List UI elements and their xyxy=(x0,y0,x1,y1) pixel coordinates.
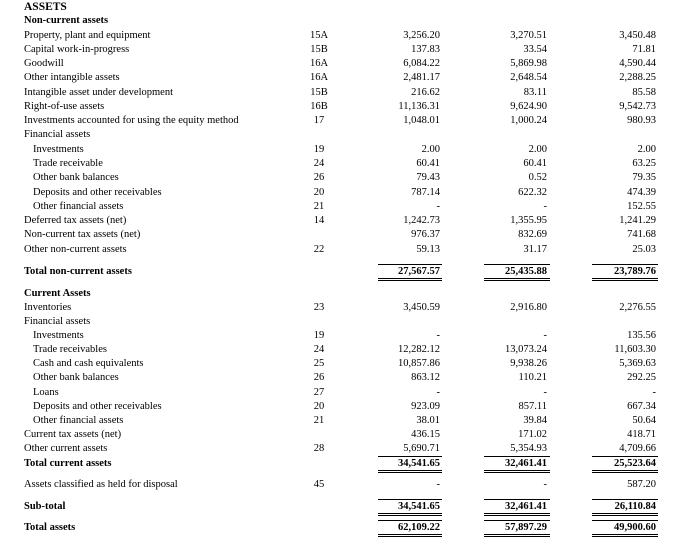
value-col-1: 6,084.22 xyxy=(403,58,440,69)
row-label: Non-current assets xyxy=(24,15,109,26)
row-note: 15B xyxy=(310,87,328,98)
row-label: Other financial assets xyxy=(33,201,124,212)
rule-line xyxy=(484,499,550,500)
value-col-2: 2.00 xyxy=(528,144,547,155)
value-col-1: 10,857.86 xyxy=(398,358,440,369)
rule-line xyxy=(592,264,658,265)
rule-line xyxy=(378,280,442,281)
row-label: Financial assets xyxy=(24,129,91,140)
value-col-2: 39.84 xyxy=(523,415,547,426)
row-note: 21 xyxy=(313,415,325,426)
row-note: 16A xyxy=(309,58,329,69)
rule-line xyxy=(378,278,442,279)
rule-line xyxy=(592,472,658,473)
row-label: Total assets xyxy=(24,522,76,533)
value-col-1: 79.43 xyxy=(416,172,440,183)
table-row xyxy=(0,386,680,400)
table-row xyxy=(0,157,680,171)
rule-line xyxy=(592,536,658,537)
table-row xyxy=(0,521,680,535)
section-heading: ASSETS xyxy=(24,1,67,13)
value-col-1: 863.12 xyxy=(411,372,440,383)
rule-line xyxy=(592,470,658,471)
value-col-3: 587.20 xyxy=(627,479,656,490)
rule-line xyxy=(484,520,550,521)
value-col-2: 857.11 xyxy=(518,401,547,412)
value-col-2: - xyxy=(543,387,547,398)
row-label: Other bank balances xyxy=(33,372,119,383)
value-col-1: 11,136.31 xyxy=(398,101,440,112)
row-note: 20 xyxy=(313,187,325,198)
value-col-1: 59.13 xyxy=(416,244,440,255)
value-col-3: 23,789.76 xyxy=(614,266,656,277)
rule-line xyxy=(592,499,658,500)
value-col-2: 33.54 xyxy=(523,44,547,55)
row-note: 16A xyxy=(309,72,329,83)
rule-line xyxy=(378,264,442,265)
value-col-1: 2,481.17 xyxy=(403,72,440,83)
table-row xyxy=(0,343,680,357)
row-label: Current Assets xyxy=(24,288,91,299)
value-col-3: 292.25 xyxy=(627,372,656,383)
rule-line xyxy=(592,280,658,281)
rule-line xyxy=(378,536,442,537)
value-col-2: 31.17 xyxy=(523,244,547,255)
value-col-3: 4,590.44 xyxy=(619,58,656,69)
value-col-3: 50.64 xyxy=(632,415,656,426)
rule-line xyxy=(484,280,550,281)
value-col-1: 1,048.01 xyxy=(403,115,440,126)
value-col-1: 787.14 xyxy=(411,187,440,198)
row-label: Non-current tax assets (net) xyxy=(24,229,141,240)
rule-line xyxy=(378,470,442,471)
row-note: 15A xyxy=(309,30,329,41)
table-row xyxy=(0,478,680,492)
value-col-2: 60.41 xyxy=(523,158,547,169)
row-label: Trade receivables xyxy=(33,344,107,355)
value-col-3: 49,900.60 xyxy=(614,522,656,533)
row-label: Sub-total xyxy=(24,501,66,512)
value-col-1: 38.01 xyxy=(416,415,440,426)
row-label: Capital work-in-progress xyxy=(24,44,130,55)
table-row xyxy=(0,428,680,442)
rule-line xyxy=(592,534,658,535)
value-col-1: 1,242.73 xyxy=(403,215,440,226)
rule-line xyxy=(484,515,550,516)
row-label: Investments xyxy=(33,144,84,155)
rule-line xyxy=(484,470,550,471)
value-col-3: 79.35 xyxy=(632,172,656,183)
row-note: 22 xyxy=(313,244,325,255)
rule-line xyxy=(484,513,550,514)
value-col-2: 9,938.26 xyxy=(510,358,547,369)
rule-line xyxy=(484,278,550,279)
rule-line xyxy=(378,472,442,473)
rule-line xyxy=(378,515,442,516)
value-col-2: - xyxy=(543,201,547,212)
table-row xyxy=(0,228,680,242)
row-label: Right-of-use assets xyxy=(24,101,105,112)
value-col-1: 436.15 xyxy=(411,429,440,440)
value-col-2: 83.11 xyxy=(523,87,547,98)
table-row xyxy=(0,315,680,329)
value-col-2: 832.69 xyxy=(518,229,547,240)
value-col-2: 5,354.93 xyxy=(510,443,547,454)
value-col-1: - xyxy=(436,201,440,212)
row-label: Cash and cash equivalents xyxy=(33,358,144,369)
value-col-3: 2,276.55 xyxy=(619,302,656,313)
row-label: Deferred tax assets (net) xyxy=(24,215,127,226)
rule-line xyxy=(592,520,658,521)
row-note: 24 xyxy=(313,344,325,355)
value-col-3: 63.25 xyxy=(632,158,656,169)
row-note: 19 xyxy=(313,144,325,155)
row-label: Inventories xyxy=(24,302,72,313)
rule-line xyxy=(484,264,550,265)
value-col-3: 2.00 xyxy=(637,144,656,155)
value-col-2: 2,916.80 xyxy=(510,302,547,313)
value-col-2: 32,461.41 xyxy=(505,458,547,469)
value-col-1: 976.37 xyxy=(411,229,440,240)
row-label: Intangible asset under development xyxy=(24,87,173,98)
row-note: 27 xyxy=(313,387,325,398)
table-row xyxy=(0,200,680,214)
value-col-1: - xyxy=(436,330,440,341)
row-label: Goodwill xyxy=(24,58,64,69)
table-row xyxy=(0,14,680,28)
row-label: Other bank balances xyxy=(33,172,119,183)
table-row xyxy=(0,100,680,114)
value-col-2: 0.52 xyxy=(528,172,547,183)
table-row xyxy=(0,214,680,228)
row-label: Assets classified as held for disposal xyxy=(24,479,178,490)
value-col-3: 71.81 xyxy=(632,44,656,55)
value-col-2: - xyxy=(543,479,547,490)
value-col-2: 171.02 xyxy=(518,429,547,440)
value-col-3: 5,369.63 xyxy=(619,358,656,369)
rule-line xyxy=(378,520,442,521)
value-col-2: 110.21 xyxy=(518,372,547,383)
value-col-1: 923.09 xyxy=(411,401,440,412)
value-col-2: 2,648.54 xyxy=(510,72,547,83)
row-label: Current tax assets (net) xyxy=(24,429,122,440)
row-note: 21 xyxy=(313,201,325,212)
value-col-2: 1,355.95 xyxy=(510,215,547,226)
row-label: Other current assets xyxy=(24,443,108,454)
value-col-3: 1,241.29 xyxy=(619,215,656,226)
value-col-3: 25,523.64 xyxy=(614,458,656,469)
rule-line xyxy=(378,513,442,514)
table-row xyxy=(0,442,680,456)
value-col-1: 27,567.57 xyxy=(398,266,440,277)
row-label: Trade receivable xyxy=(33,158,103,169)
value-col-3: 2,288.25 xyxy=(619,72,656,83)
value-col-2: 622.32 xyxy=(518,187,547,198)
value-col-2: 57,897.29 xyxy=(505,522,547,533)
value-col-2: 9,624.90 xyxy=(510,101,547,112)
value-col-2: 5,869.98 xyxy=(510,58,547,69)
table-row xyxy=(0,86,680,100)
table-row xyxy=(0,29,680,43)
row-note: 28 xyxy=(313,443,325,454)
value-col-3: 4,709.66 xyxy=(619,443,656,454)
row-label: Investments accounted for using the equity method xyxy=(24,115,239,126)
value-col-1: 216.62 xyxy=(411,87,440,98)
value-col-2: 1,000.24 xyxy=(510,115,547,126)
table-row xyxy=(0,143,680,157)
row-note: 24 xyxy=(313,158,325,169)
row-note: 15B xyxy=(310,44,328,55)
table-row xyxy=(0,43,680,57)
table-row xyxy=(0,414,680,428)
rule-line xyxy=(378,456,442,457)
row-label: Total non-current assets xyxy=(24,266,132,277)
rule-line xyxy=(378,499,442,500)
value-col-1: 62,109.22 xyxy=(398,522,440,533)
value-col-1: - xyxy=(436,479,440,490)
row-note: 26 xyxy=(313,372,325,383)
value-col-1: 137.83 xyxy=(411,44,440,55)
table-row xyxy=(0,128,680,142)
value-col-1: 34,541.65 xyxy=(398,501,440,512)
table-row xyxy=(0,71,680,85)
row-label: Other non-current assets xyxy=(24,244,127,255)
row-note: 17 xyxy=(313,115,325,126)
table-row xyxy=(0,287,680,301)
table-row xyxy=(0,329,680,343)
value-col-2: - xyxy=(543,330,547,341)
row-label: Property, plant and equipment xyxy=(24,30,151,41)
row-note: 14 xyxy=(313,215,325,226)
row-label: Other financial assets xyxy=(33,415,124,426)
value-col-2: 25,435.88 xyxy=(505,266,547,277)
table-row xyxy=(0,371,680,385)
rule-line xyxy=(592,515,658,516)
row-note: 16B xyxy=(310,101,328,112)
row-label: Loans xyxy=(33,387,59,398)
value-col-3: 25.03 xyxy=(632,244,656,255)
value-col-1: 34,541.65 xyxy=(398,458,440,469)
value-col-2: 32,461.41 xyxy=(505,501,547,512)
value-col-3: 26,110.84 xyxy=(614,501,656,512)
value-col-3: - xyxy=(652,387,656,398)
rule-line xyxy=(592,278,658,279)
table-row xyxy=(0,400,680,414)
value-col-3: 3,450.48 xyxy=(619,30,656,41)
value-col-1: 5,690.71 xyxy=(403,443,440,454)
rule-line xyxy=(378,534,442,535)
table-row xyxy=(0,171,680,185)
value-col-3: 474.39 xyxy=(627,187,656,198)
table-row xyxy=(0,265,680,279)
row-note: 23 xyxy=(313,302,325,313)
table-row xyxy=(0,457,680,471)
value-col-1: 3,450.59 xyxy=(403,302,440,313)
rule-line xyxy=(484,534,550,535)
row-label: Other intangible assets xyxy=(24,72,120,83)
rule-line xyxy=(484,472,550,473)
value-col-1: 2.00 xyxy=(421,144,440,155)
row-note: 19 xyxy=(313,330,325,341)
table-row xyxy=(0,243,680,257)
rule-line xyxy=(484,456,550,457)
table-row xyxy=(0,301,680,315)
rule-line xyxy=(484,536,550,537)
rule-line xyxy=(592,456,658,457)
row-label: Deposits and other receivables xyxy=(33,401,162,412)
rule-line xyxy=(592,513,658,514)
table-row xyxy=(0,186,680,200)
value-col-2: 13,073.24 xyxy=(505,344,547,355)
row-note: 26 xyxy=(313,172,325,183)
value-col-3: 741.68 xyxy=(627,229,656,240)
table-row xyxy=(0,500,680,514)
value-col-3: 85.58 xyxy=(632,87,656,98)
value-col-3: 152.55 xyxy=(627,201,656,212)
row-label: Deposits and other receivables xyxy=(33,187,162,198)
value-col-2: 3,270.51 xyxy=(510,30,547,41)
value-col-3: 980.93 xyxy=(627,115,656,126)
value-col-3: 667.34 xyxy=(627,401,656,412)
value-col-1: 12,282.12 xyxy=(398,344,440,355)
value-col-1: - xyxy=(436,387,440,398)
value-col-1: 3,256.20 xyxy=(403,30,440,41)
value-col-1: 60.41 xyxy=(416,158,440,169)
value-col-3: 418.71 xyxy=(627,429,656,440)
table-row xyxy=(0,357,680,371)
row-label: Financial assets xyxy=(24,316,91,327)
row-note: 45 xyxy=(313,479,325,490)
value-col-3: 9,542.73 xyxy=(619,101,656,112)
row-note: 20 xyxy=(313,401,325,412)
row-label: Total current assets xyxy=(24,458,112,469)
value-col-3: 135.56 xyxy=(627,330,656,341)
table-row xyxy=(0,57,680,71)
row-note: 25 xyxy=(313,358,325,369)
row-label: Investments xyxy=(33,330,84,341)
value-col-3: 11,603.30 xyxy=(614,344,656,355)
table-row xyxy=(0,114,680,128)
